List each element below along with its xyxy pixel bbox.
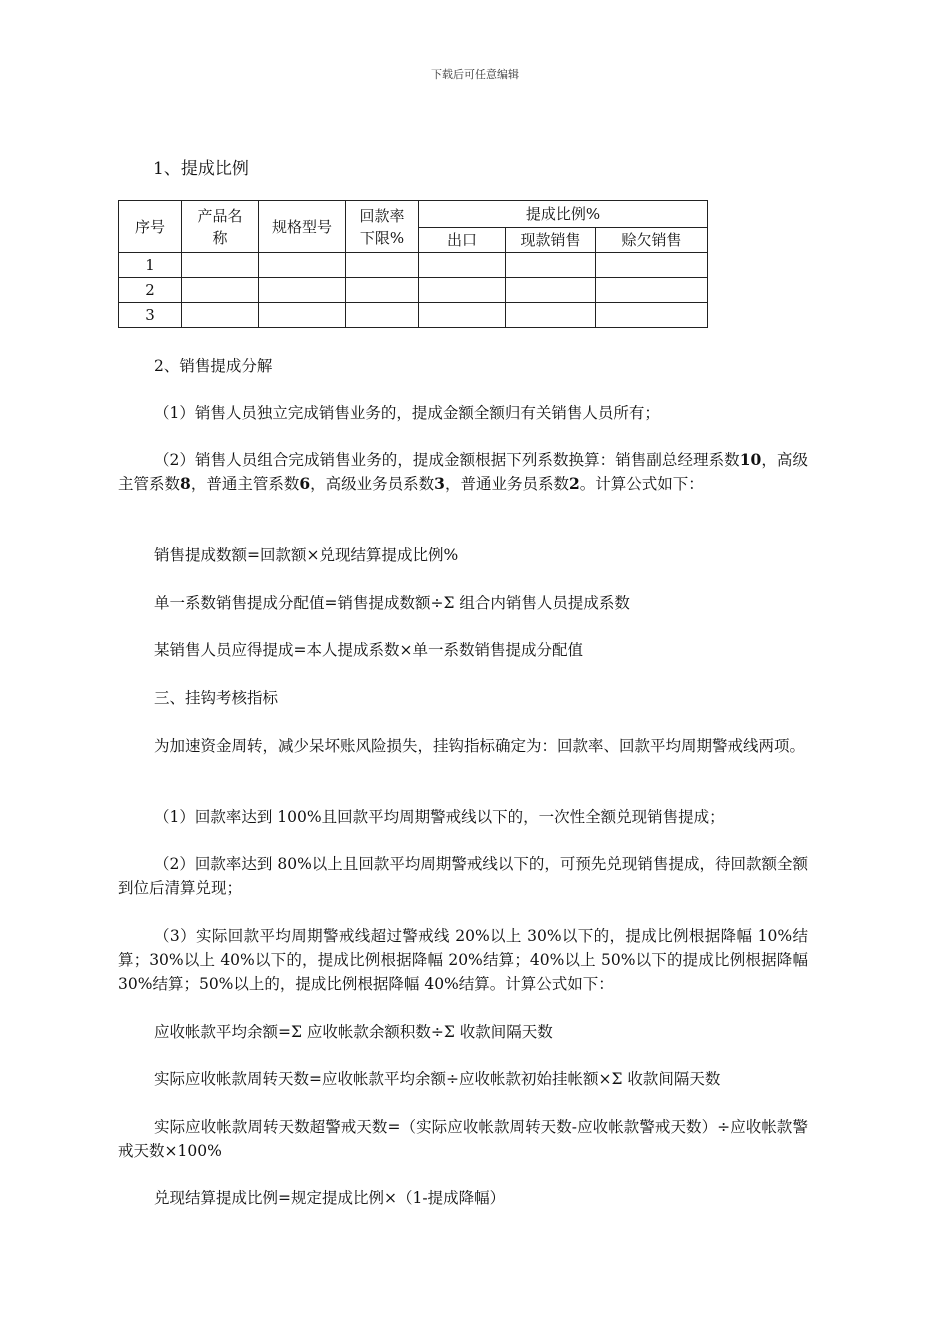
- formula: 实际应收帐款周转天数超警戒天数=（实际应收帐款周转天数-应收帐款警戒天数）÷应收帐款警戒天数×100%: [118, 1118, 808, 1160]
- header-cash: 现款销售: [506, 228, 596, 253]
- table-row: [119, 303, 708, 328]
- header-product: 产品名 称: [182, 201, 259, 253]
- table-cell: [596, 253, 708, 278]
- header-export: 出口: [419, 228, 506, 253]
- paragraph: （3）实际回款平均周期警戒线超过警戒线 20%以上 30%以下的，提成比例根据降幅 10%结算；30%以上 40%以下的，提成比例根据降幅 20%结算；40%以上 50%以下的提成比例根据降幅 30%结算；50%以上的，提成比例根据降幅 40%结算。计算公式如下：: [118, 927, 808, 993]
- header-seq: 序号: [119, 201, 182, 253]
- table-cell: [182, 278, 259, 303]
- commission-table: [118, 200, 708, 328]
- row-index: 1: [119, 253, 182, 278]
- table-cell: [419, 278, 506, 303]
- table-row: [119, 278, 708, 303]
- table-cell: [346, 253, 419, 278]
- table-row: [119, 253, 708, 278]
- row-index: 2: [119, 278, 182, 303]
- table-cell: [506, 253, 596, 278]
- table-cell: [419, 253, 506, 278]
- table-cell: [259, 278, 346, 303]
- paragraph: （2）回款率达到 80%以上且回款平均周期警戒线以下的，可预先兑现销售提成，待回款额全额到位后清算兑现；: [118, 855, 808, 897]
- formula: 兑现结算提成比例=规定提成比例×（1-提成降幅）: [154, 1189, 506, 1207]
- formula: 某销售人员应得提成=本人提成系数×单一系数销售提成分配值: [154, 641, 583, 659]
- table-cell: [346, 303, 419, 328]
- row-index: 3: [119, 303, 182, 328]
- table-cell: [259, 253, 346, 278]
- table-cell: [182, 253, 259, 278]
- paragraph: （1）销售人员独立完成销售业务的，提成金额全额归有关销售人员所有；: [154, 404, 660, 422]
- header-credit: 赊欠销售: [596, 228, 708, 253]
- table-cell: [419, 303, 506, 328]
- header-spec: 规格型号: [259, 201, 346, 253]
- table-cell: [596, 303, 708, 328]
- section-title: 1、提成比例: [153, 159, 249, 179]
- page-header: 下载后可任意编辑: [431, 68, 519, 81]
- table-cell: [346, 278, 419, 303]
- table-cell: [596, 278, 708, 303]
- formula: 实际应收帐款周转天数=应收帐款平均余额÷应收帐款初始挂帐额×Σ 收款间隔天数: [154, 1070, 721, 1088]
- paragraph: （2）销售人员组合完成销售业务的，提成金额根据下列系数换算：销售副总经理系数10，高级主管系数8，普通主管系数6，高级业务员系数3，普通业务员系数2。计算公式如下：: [118, 450, 808, 493]
- table-cell: [182, 303, 259, 328]
- header-ratio-group: 提成比例%: [419, 201, 708, 228]
- header-rate: 回款率 下限%: [346, 201, 419, 253]
- paragraph: （1）回款率达到 100%且回款平均周期警戒线以下的，一次性全额兑现销售提成；: [154, 808, 725, 826]
- table-cell: [506, 278, 596, 303]
- paragraph: 为加速资金周转，减少呆坏账风险损失，挂钩指标确定为：回款率、回款平均周期警戒线两项。: [154, 737, 806, 755]
- table-cell: [259, 303, 346, 328]
- formula: 销售提成数额=回款额×兑现结算提成比例%: [154, 546, 459, 564]
- table-cell: [506, 303, 596, 328]
- formula: 应收帐款平均余额=Σ 应收帐款余额积数÷Σ 收款间隔天数: [154, 1023, 553, 1041]
- formula: 单一系数销售提成分配值=销售提成数额÷Σ 组合内销售人员提成系数: [154, 594, 630, 612]
- subsection-heading: 2、销售提成分解: [154, 357, 273, 375]
- section-heading: 三、挂钩考核指标: [154, 689, 279, 707]
